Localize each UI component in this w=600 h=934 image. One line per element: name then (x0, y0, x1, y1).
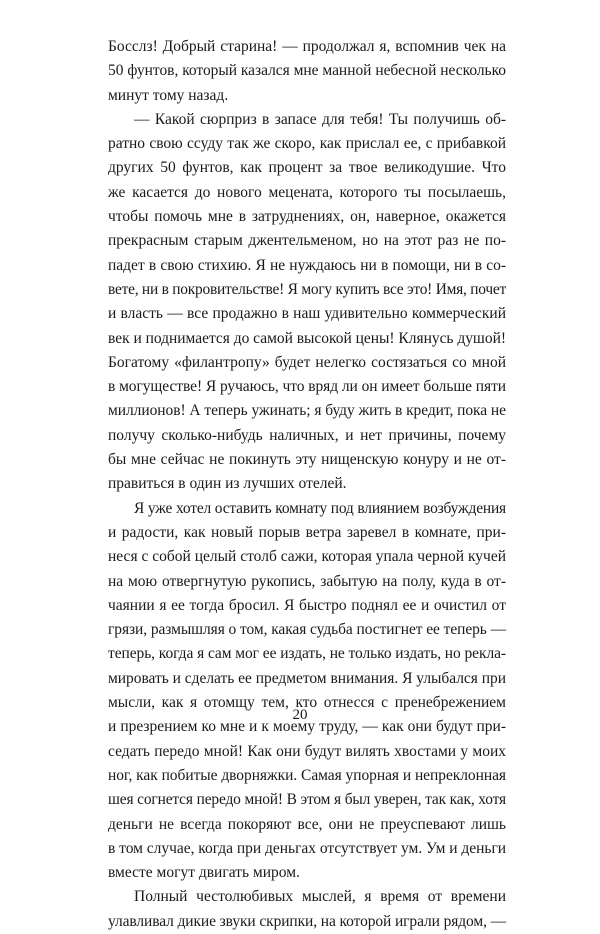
text-line: и презрением ко мне и к моему труду, — как они будут при- (108, 718, 506, 736)
text-line: вете, ни в покровительстве! Я могу купить все это! Имя, почет (108, 280, 506, 298)
text-line: мировать и сделать ее предметом внимания. Я улыбался при (108, 669, 506, 687)
text-line: теперь, когда я сам мог ее издать, не только издать, но рекла- (108, 645, 506, 663)
text-line: же касается до нового мецената, которого ты посылаешь, (108, 183, 506, 201)
text-line: — Какой сюрприз в запасе для тебя! Ты получишь об- (134, 110, 506, 128)
text-line: и власть — все продажно в наш удивительно коммерческий (108, 305, 506, 323)
text-line: и радости, как новый порыв ветра заревел в комнате, при- (108, 523, 506, 541)
text-line: седать передо мной! Как они будут вилять хвостами у моих (108, 742, 506, 760)
text-line: 50 фунтов, который казался мне манной небесной несколько (108, 62, 506, 80)
text-line: мысли, как я отомщу тем, кто отнесся с пренебрежением (108, 694, 506, 712)
text-line: ног, как побитые дворняжки. Самая упорная и непреклонная (108, 766, 506, 784)
page-number: 20 (292, 707, 308, 723)
text-line: Богатому «филантропу» будет нелегко состязаться со мной (108, 353, 506, 371)
text-line: на мою отвергнутую рукопись, забытую на полу, куда в от- (108, 572, 506, 590)
text-line: век и поднимается до самой высокой цены! Клянусь душой! (108, 329, 506, 347)
text-line: чаянии я ее тогда бросил. Я быстро поднял ее и очистил от (108, 596, 506, 614)
text-line: деньги не всегда покоряют все, они не преуспевают лишь (108, 815, 506, 833)
text-line: ратно свою ссуду так же скоро, как прислал ее, с прибавкой (108, 135, 506, 153)
text-line: Я уже хотел оставить комнату под влиянием возбуждения (134, 499, 506, 517)
text-line: правиться в один из лучших отелей. (108, 475, 347, 493)
text-line: улавливал дикие звуки скрипки, на которой играли рядом, — (108, 912, 507, 930)
text-line: в могуществе! Я ручаюсь, что вряд ли он имеет больше пяти (108, 378, 506, 396)
text-line: вместе могут двигать миром. (108, 864, 300, 882)
text-line: прекрасным старым джентельменом, но на этот раз не по- (108, 232, 506, 250)
text-line: чтобы помочь мне в затруднениях, он, наверное, окажется (108, 208, 506, 226)
text-line: неся с собой целый столб сажи, которая упала черной кучей (108, 548, 506, 566)
text-line: падет в свою стихию. Я не нуждаюсь ни в помощи, ни в со- (108, 256, 506, 274)
text-line: бы мне сейчас не покинуть эту нищенскую конуру и не от- (108, 451, 506, 469)
text-line: грязи, размышляя о том, какая судьба постигнет ее теперь — (108, 621, 506, 639)
text-line: минут тому назад. (108, 86, 229, 104)
text-line: Босслз! Добрый старина! — продолжал я, вспомнив чек на (108, 38, 506, 55)
text-line: Полный честолюбивых мыслей, я время от времени (134, 888, 506, 906)
text-line: других 50 фунтов, как процент за твое великодушие. Что (108, 159, 506, 177)
text-line: шея согнется передо мной! В этом я был уверен, так как, хотя (108, 791, 506, 809)
text-line: в том случае, когда при деньгах отсутствует ум. Ум и деньги (108, 839, 507, 857)
text-line: получу сколько-нибудь наличных, и нет причины, почему (108, 426, 506, 444)
text-line: миллионов! А теперь ужинать; я буду жить в кредит, пока не (108, 402, 506, 420)
body-text (108, 35, 506, 934)
